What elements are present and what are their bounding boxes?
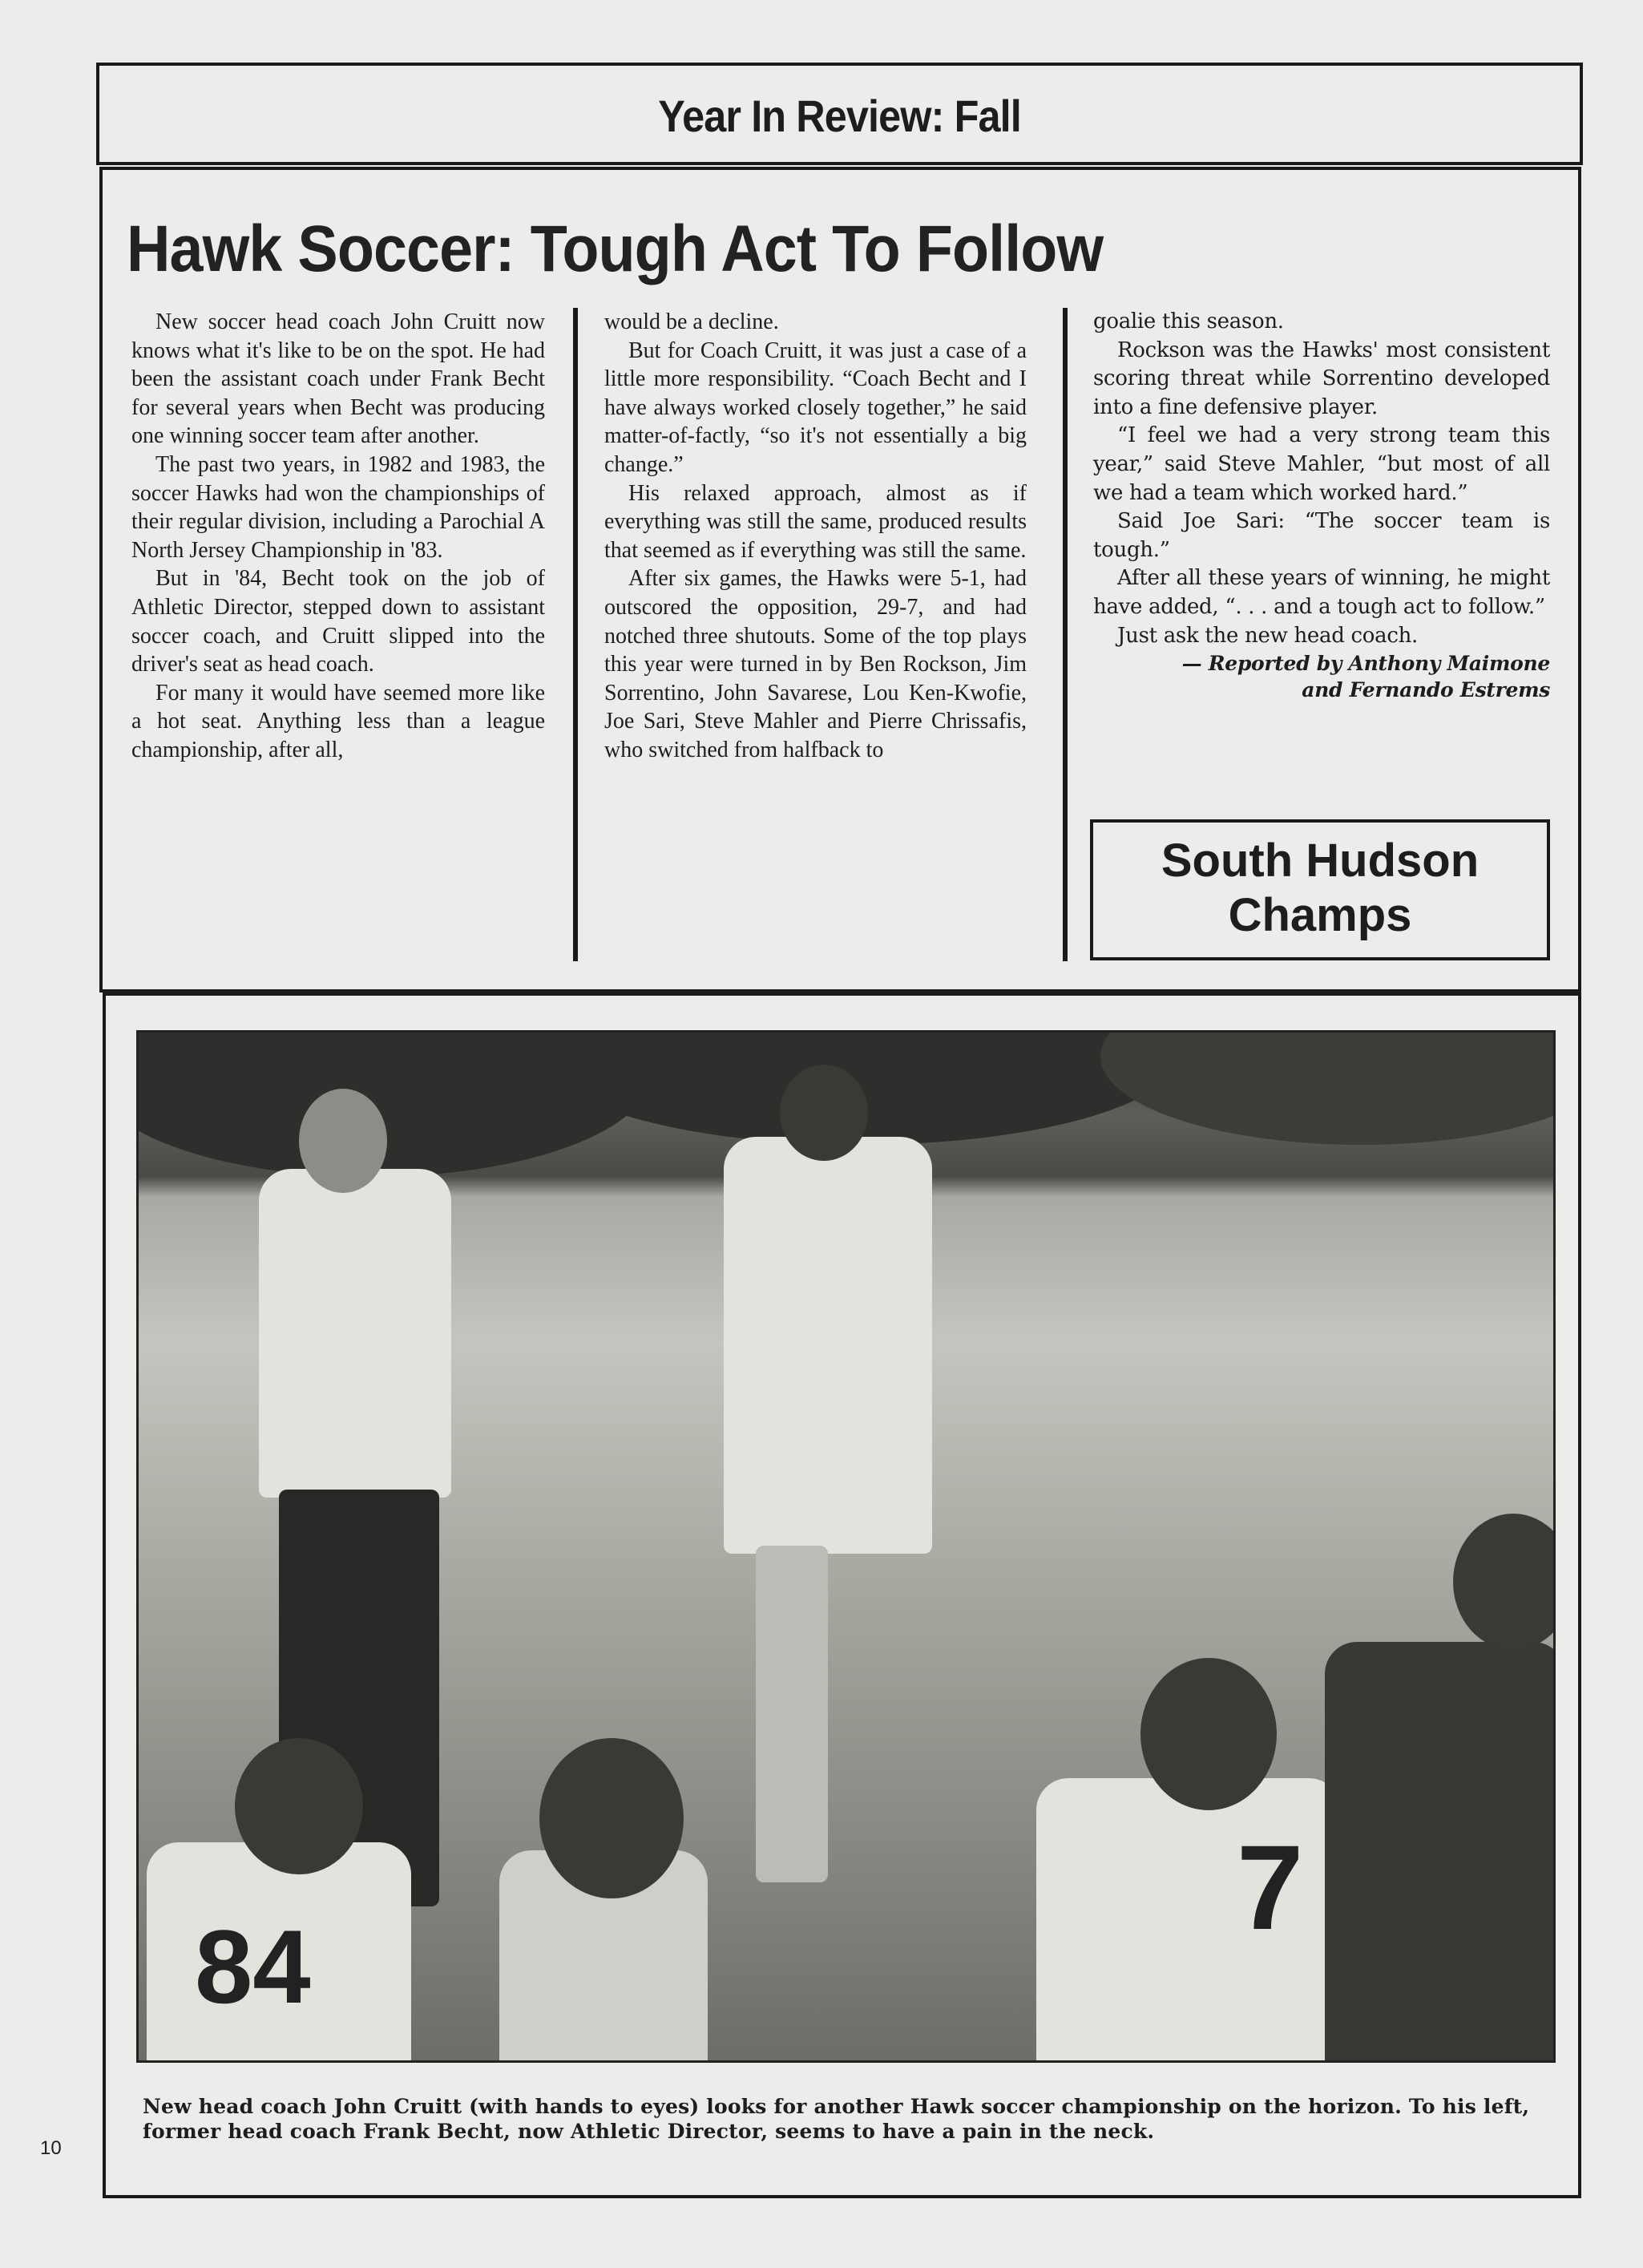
paragraph: After all these years of winning, he might have added, “. . . and a tough act to follow.” [1093,566,1550,619]
coach-cruitt [724,1137,932,1554]
team-photo [136,1030,1556,2063]
south-hudson-champs-box [1090,819,1550,960]
article-column-1 [131,308,545,765]
person-head [1140,1658,1277,1810]
paragraph: After six games, the Hawks were 5-1, had outscored the opposition, 29-7, and had notched three shutouts. Some of the top plays this year were turned in by Ben Rockson, Jim Sorrentino, John Savarese, Lou Ken-Kwofie, Joe Sari, Steve Mahler and Pierre Chrissafis, who switched from halfback to [604,566,1027,762]
byline [1093,650,1550,703]
champs-line-1: South Hudson [1161,835,1480,887]
column-rule [573,308,578,961]
photo-caption: New head coach John Cruitt (with hands to eyes) looks for another Hawk soccer championship on the horizon. To his left, former head coach Frank Becht, now Athletic Director, seems to have a pain in the neck. [143,2095,1530,2143]
person-head [235,1738,363,1874]
article-column-2 [604,308,1027,765]
paragraph: Said Joe Sari: “The soccer team is tough.” [1093,509,1550,562]
section-header-title: Year In Review: Fall [658,91,1021,141]
paragraph: The past two years, in 1982 and 1983, the soccer Hawks had won the championships of their regular division, including a Parochial A North Jersey Championship in '83. [131,451,545,563]
person-head [299,1089,387,1193]
paragraph: New soccer head coach John Cruitt now knows what it's like to be on the spot. He had been the assistant coach under Frank Becht for several years when Becht was producing one winning soccer team after another. [131,309,545,449]
byline-reporters: — Reported by Anthony Maimone [1181,652,1550,676]
paragraph: For many it would have seemed more like a hot seat. Anything less than a league championship, after all, [131,680,545,762]
byline-reporters-2: and Fernando Estrems [1302,678,1550,702]
person-head [1453,1514,1556,1650]
paragraph: But in '84, Becht took on the job of Athletic Director, stepped down to assistant soccer coach, and Cruitt slipped into the driver's seat as head coach. [131,566,545,677]
paragraph: “I feel we had a very strong team this year,” said Steve Mahler, “but most of all we had a team which worked hard.” [1093,423,1550,505]
paragraph: But for Coach Cruitt, it was just a case of a little more responsibility. “Coach Becht and I have always worked closely together,” he said matter-of-factly, “so it's not essentially a big change.” [604,338,1027,477]
section-header-box [96,63,1583,165]
coach-cruitt-legs [756,1546,828,1882]
paragraph: Rockson was the Hawks' most consistent scoring threat while Sorrentino developed into a fine defensive player. [1093,338,1550,419]
article-headline: Hawk Soccer: Tough Act To Follow [127,212,1104,285]
champs-line-2: Champs [1228,889,1412,941]
jersey-number: 7 [1237,1820,1304,1955]
page-number: 10 [40,2137,62,2159]
article-box [99,167,1581,993]
person-head [780,1065,868,1161]
paragraph: goalie this season. [1093,309,1284,334]
photo-box [103,993,1581,2198]
paragraph: His relaxed approach, almost as if everything was still the same, produced results that seemed as if everything was still the same. [604,480,1027,563]
column-rule [1063,308,1068,961]
coach-becht [259,1169,451,1498]
paragraph: Just ask the new head coach. [1117,623,1419,648]
players-group [1325,1642,1556,2063]
tree-line [1100,1030,1556,1145]
paragraph: would be a decline. [604,309,779,334]
person-head [539,1738,684,1898]
article-column-3 [1093,308,1550,703]
jersey-number: 84 [195,1908,311,2025]
